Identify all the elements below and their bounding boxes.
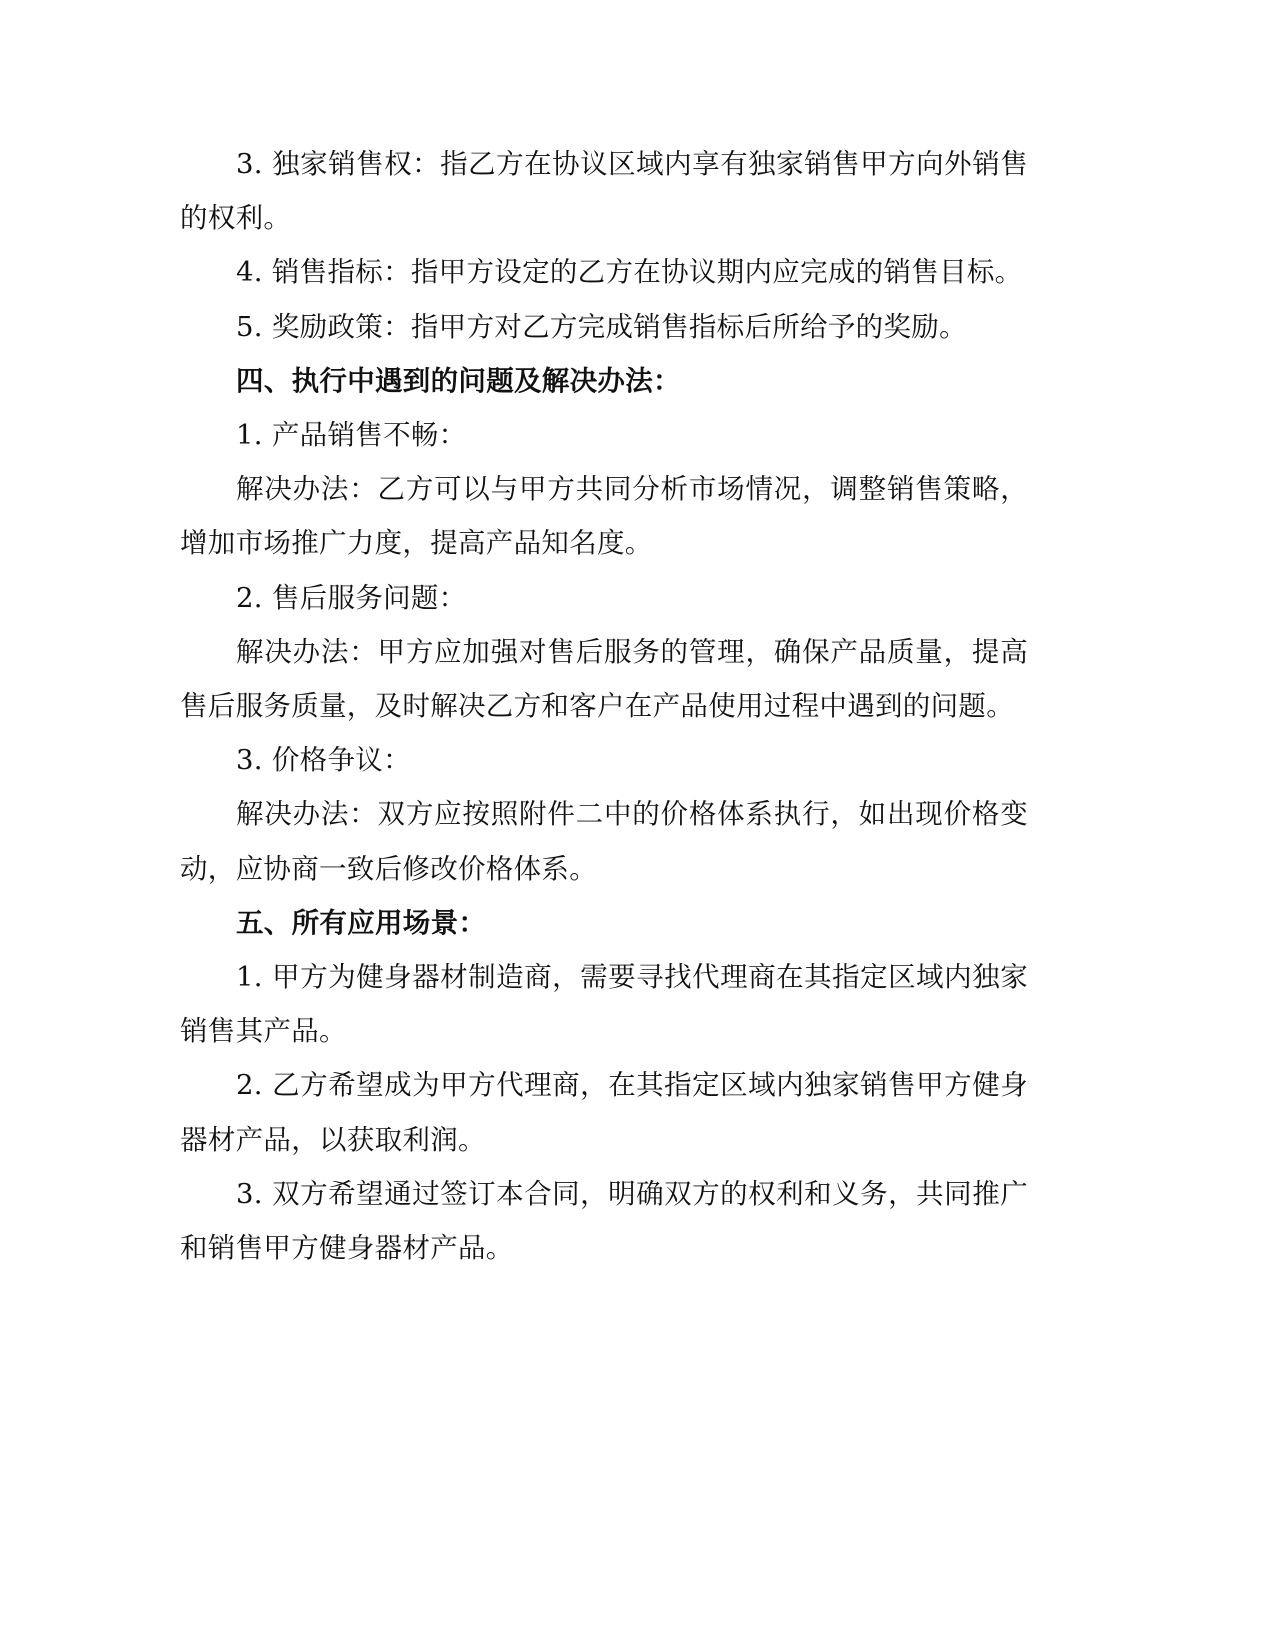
section-heading-problems-solutions: 四、执行中遇到的问题及解决办法： [236, 364, 681, 397]
problem-item-after-sales: 2. 售后服务问题： [236, 581, 467, 614]
problem-item-price: 3. 价格争议： [236, 744, 411, 777]
solution-item-after-sales: 解决办法：甲方应加强对售后服务的管理，确保产品质量，提高售后服务质量，及时解决乙方和客户在产品使用过程中遇到的问题。 [180, 635, 1028, 723]
definition-exclusive-sales-right: 3. 独家销售权：指乙方在协议区域内享有独家销售甲方向外销售的权利。 [180, 148, 1028, 235]
scenario-item-1: 1. 甲方为健身器材制造商，需要寻找代理商在其指定区域内独家销售其产品。 [180, 961, 1028, 1048]
solution-item-price: 解决办法：双方应按照附件二中的价格体系执行，如出现价格变动，应协商一致后修改价格体系。 [180, 798, 1028, 885]
definition-incentive-policy: 5. 奖励政策：指甲方对乙方完成销售指标后所给予的奖励。 [236, 310, 967, 343]
problem-item-sales: 1. 产品销售不畅： [236, 419, 467, 452]
section-heading-application-scenarios: 五、所有应用场景： [236, 906, 487, 939]
scenario-item-3: 3. 双方希望通过签订本合同，明确双方的权利和义务，共同推广和销售甲方健身器材产品。 [180, 1177, 1028, 1265]
solution-item-sales: 解决办法：乙方可以与甲方共同分析市场情况，调整销售策略，增加市场推广力度，提高产品知名度。 [180, 473, 1028, 560]
definition-sales-target: 4. 销售指标：指甲方设定的乙方在协议期内应完成的销售目标。 [236, 256, 1023, 289]
scenario-item-2: 2. 乙方希望成为甲方代理商，在其指定区域内独家销售甲方健身器材产品，以获取利润。 [180, 1069, 1028, 1156]
document-page [180, 137, 1028, 1275]
